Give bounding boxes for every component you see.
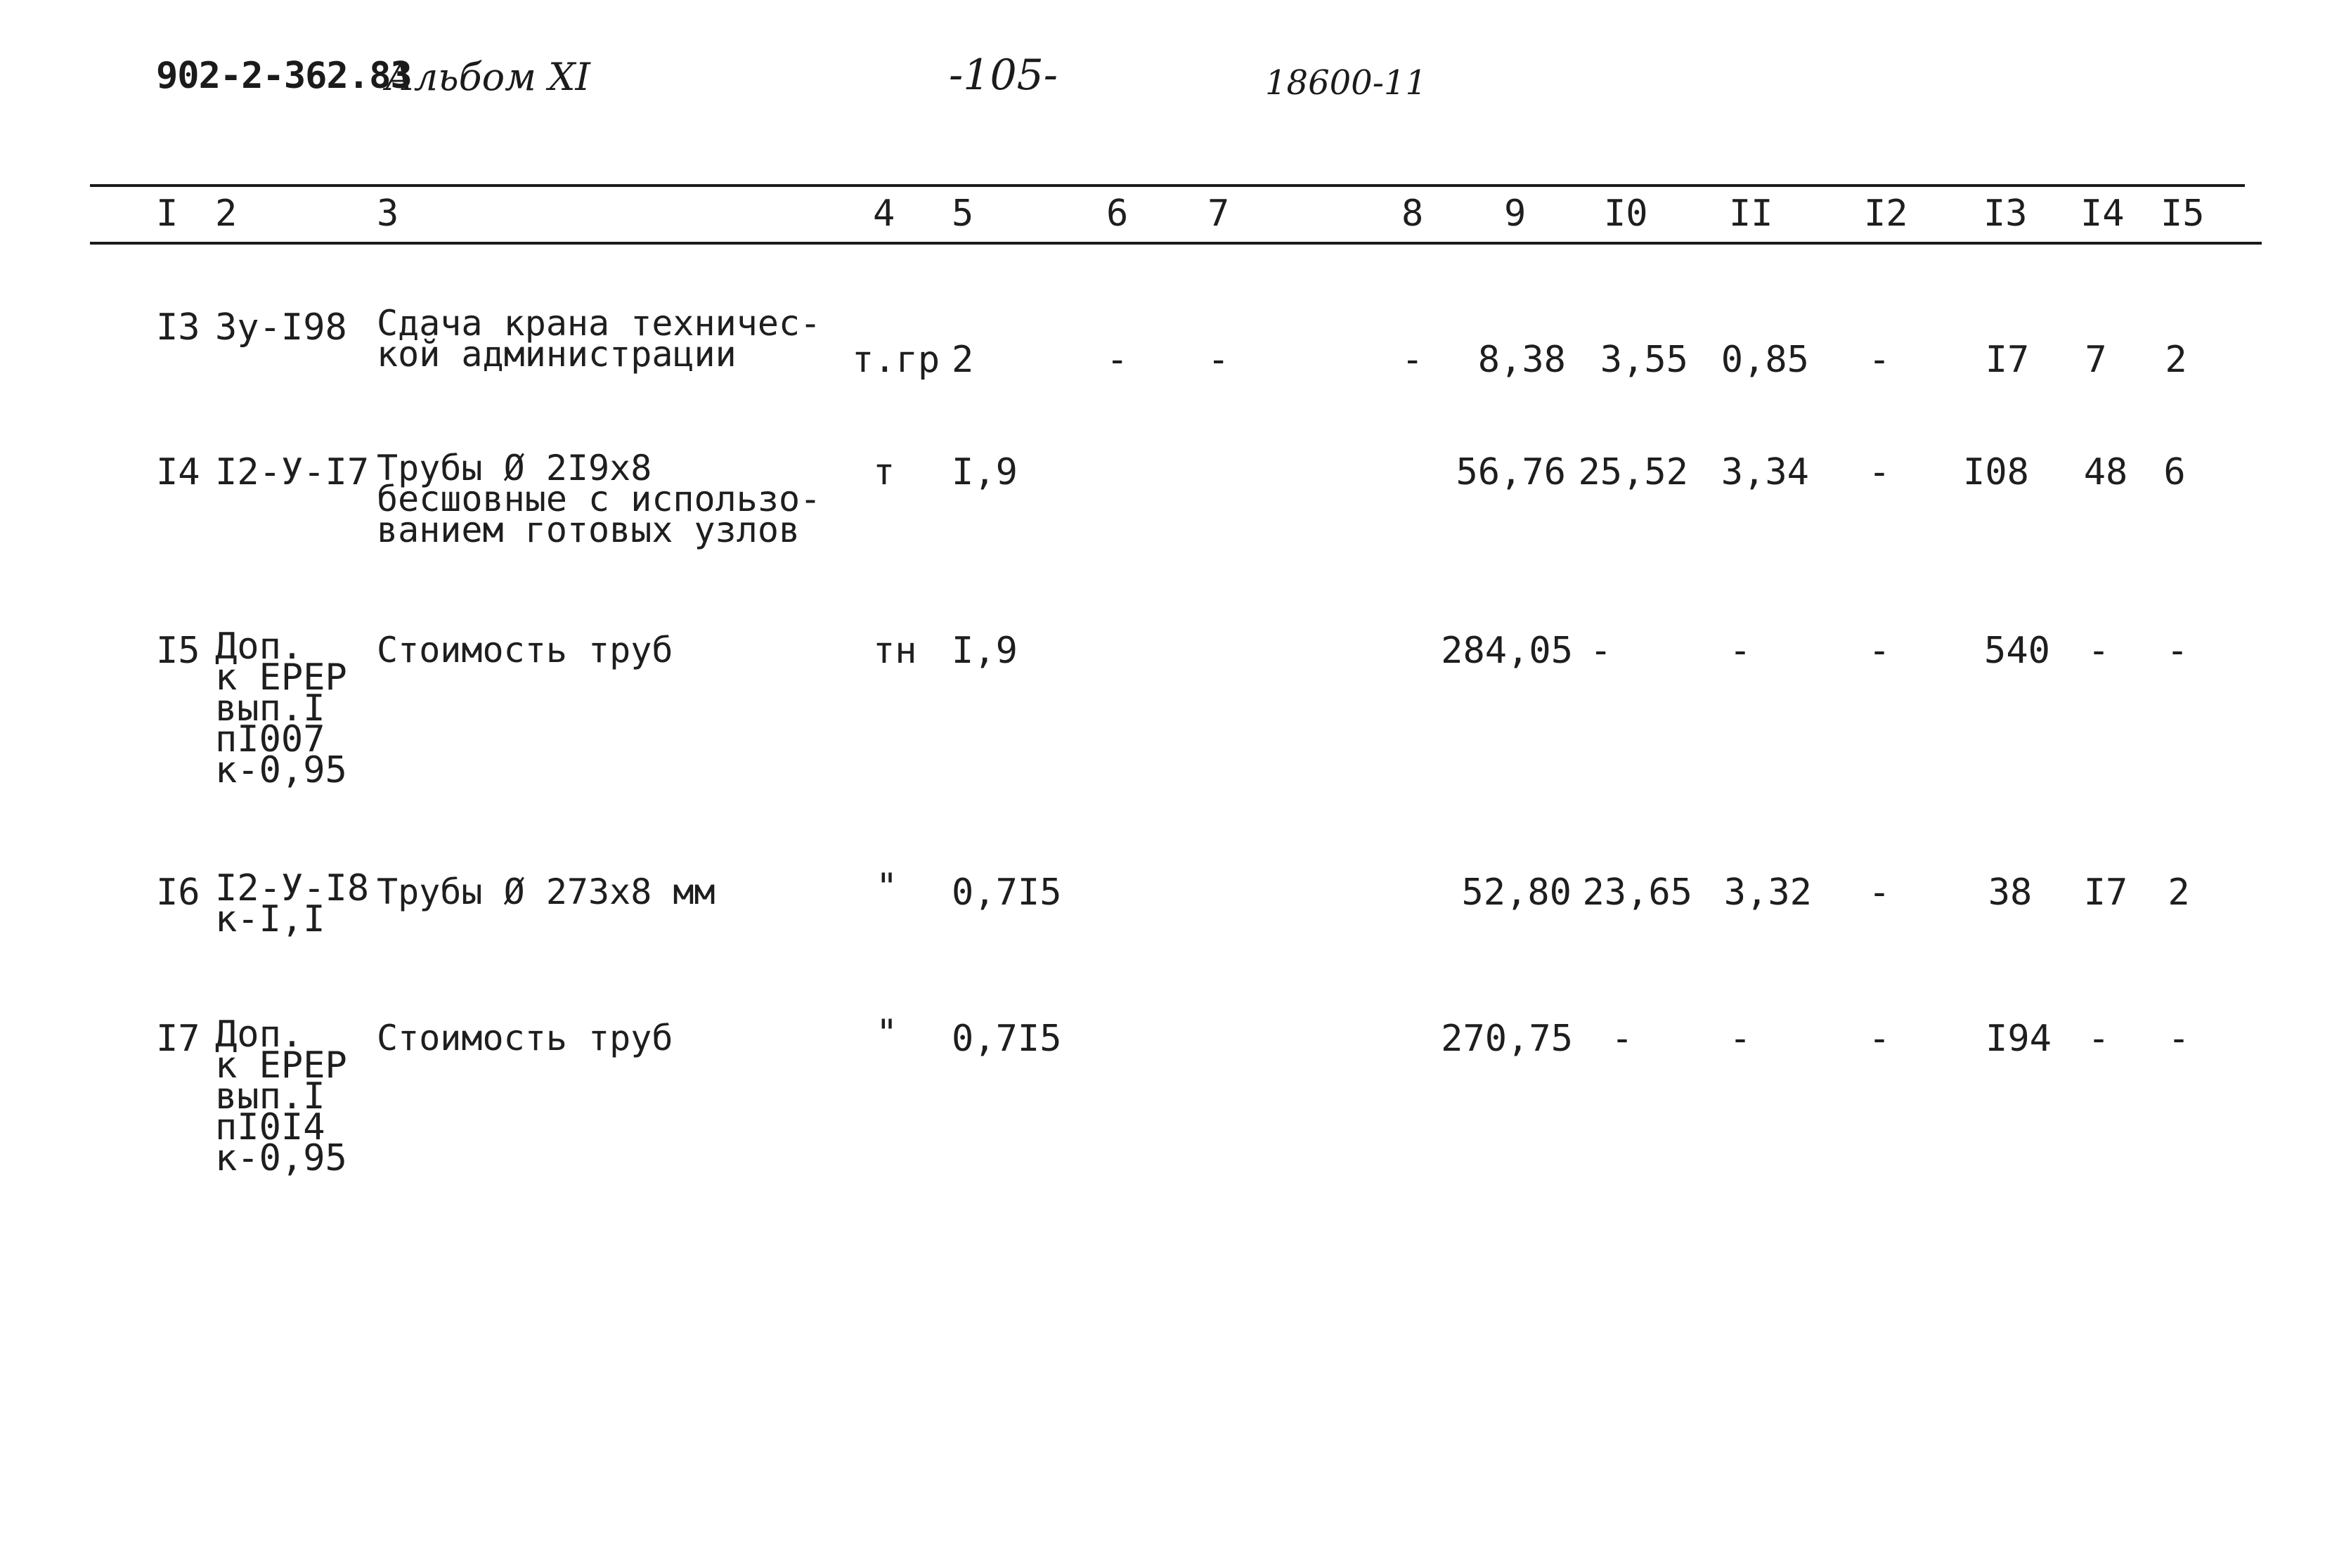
row-col11: 3,34 [1721, 451, 1809, 493]
row-col13: I7 [1985, 339, 2030, 381]
row-col9: 56,76 [1456, 451, 1566, 493]
row-name: Трубы Ø 2I9x8 бесшовные с использо- ванием готовых узлов [377, 448, 822, 550]
row-col14: 48 [2083, 451, 2128, 493]
row-code: 3у-I98 [215, 306, 347, 349]
row-col11: 0,85 [1721, 339, 1809, 381]
row-number: I6 [156, 872, 200, 914]
row-name: Трубы Ø 273x8 мм [377, 872, 715, 912]
col-header-13: I3 [1983, 193, 2028, 235]
row-code: Доп. к ЕРЕР вып.I пI007 к-0,95 [215, 626, 347, 791]
row-col12: - [1868, 1018, 1891, 1060]
row-col15: 6 [2163, 451, 2186, 493]
row-code: I2-У-I8 к-I,I [215, 867, 370, 940]
col-header-10: I0 [1604, 193, 1648, 235]
page-number: -105- [949, 51, 1058, 100]
row-col15: - [2166, 630, 2189, 672]
row-col11: - [1729, 1018, 1751, 1060]
row-col7: - [1207, 339, 1230, 381]
col-header-5: 5 [952, 193, 974, 235]
col-header-3: 3 [377, 193, 399, 235]
row-col12: - [1868, 872, 1891, 914]
row-col10: - [1611, 1018, 1633, 1060]
row-number: I7 [156, 1018, 200, 1060]
row-col15: 2 [2168, 872, 2190, 914]
document-code: 902-2-362.83 [156, 55, 412, 97]
row-code: I2-У-I7 [215, 451, 370, 493]
row-col14: 7 [2085, 339, 2107, 381]
row-col8: - [1401, 339, 1424, 381]
row-col13: I94 [1986, 1018, 2052, 1060]
album-label: Альбом XI [385, 55, 590, 99]
row-col10: 3,55 [1600, 339, 1688, 381]
col-header-6: 6 [1106, 193, 1129, 235]
row-number: I3 [156, 306, 200, 349]
row-col13: I08 [1963, 451, 2029, 493]
row-col12: - [1868, 451, 1891, 493]
col-header-4: 4 [873, 193, 895, 235]
col-header-8: 8 [1401, 193, 1424, 235]
row-unit: т [873, 451, 895, 493]
row-quantity: 0,7I5 [952, 872, 1062, 914]
row-col10: 25,52 [1578, 451, 1688, 493]
row-quantity: I,9 [952, 451, 1018, 493]
row-col9: 270,75 [1441, 1018, 1573, 1060]
row-unit: тн [873, 630, 917, 672]
row-col14: - [2087, 630, 2110, 672]
row-col6: - [1106, 339, 1129, 381]
row-col10: 23,65 [1582, 872, 1692, 914]
table-header-rule [90, 242, 2262, 245]
col-header-12: I2 [1864, 193, 1908, 235]
row-quantity: 0,7I5 [952, 1018, 1062, 1060]
row-number: I5 [156, 630, 200, 672]
col-header-7: 7 [1207, 193, 1230, 235]
row-col13: 38 [1988, 872, 2033, 914]
col-header-9: 9 [1504, 193, 1527, 235]
document-number: 18600-11 [1265, 63, 1427, 103]
row-name: Стоимость труб [377, 1018, 673, 1058]
table-top-rule [90, 184, 2245, 187]
col-header-2: 2 [215, 193, 238, 235]
col-header-14: I4 [2080, 193, 2125, 235]
row-quantity: I,9 [952, 630, 1018, 672]
row-quantity: 2 [952, 339, 974, 381]
row-name: Стоимость труб [377, 630, 673, 670]
col-header-11: II [1729, 193, 1773, 235]
row-unit: т.гр [852, 339, 940, 381]
row-col9: 8,38 [1477, 339, 1566, 381]
row-number: I4 [156, 451, 200, 493]
row-col14: I7 [2083, 872, 2128, 914]
row-col9: 52,80 [1461, 872, 1572, 914]
row-col12: - [1868, 630, 1891, 672]
row-col14: - [2087, 1018, 2110, 1060]
row-name: Сдача крана техничес- кой администрации [377, 303, 822, 375]
row-col15: - [2168, 1018, 2190, 1060]
row-unit: " [876, 1012, 898, 1054]
row-col11: - [1729, 630, 1751, 672]
row-col9: 284,05 [1441, 630, 1573, 672]
row-col11: 3,32 [1723, 872, 1812, 914]
col-header-1: I [156, 193, 179, 235]
row-col12: - [1868, 339, 1891, 381]
col-header-15: I5 [2161, 193, 2205, 235]
row-unit: " [876, 866, 898, 908]
row-col13: 540 [1984, 630, 2050, 672]
row-col15: 2 [2165, 339, 2187, 381]
row-code: Доп. к ЕРЕР вып.I пI0I4 к-0,95 [215, 1013, 347, 1179]
row-col10: - [1590, 630, 1612, 672]
